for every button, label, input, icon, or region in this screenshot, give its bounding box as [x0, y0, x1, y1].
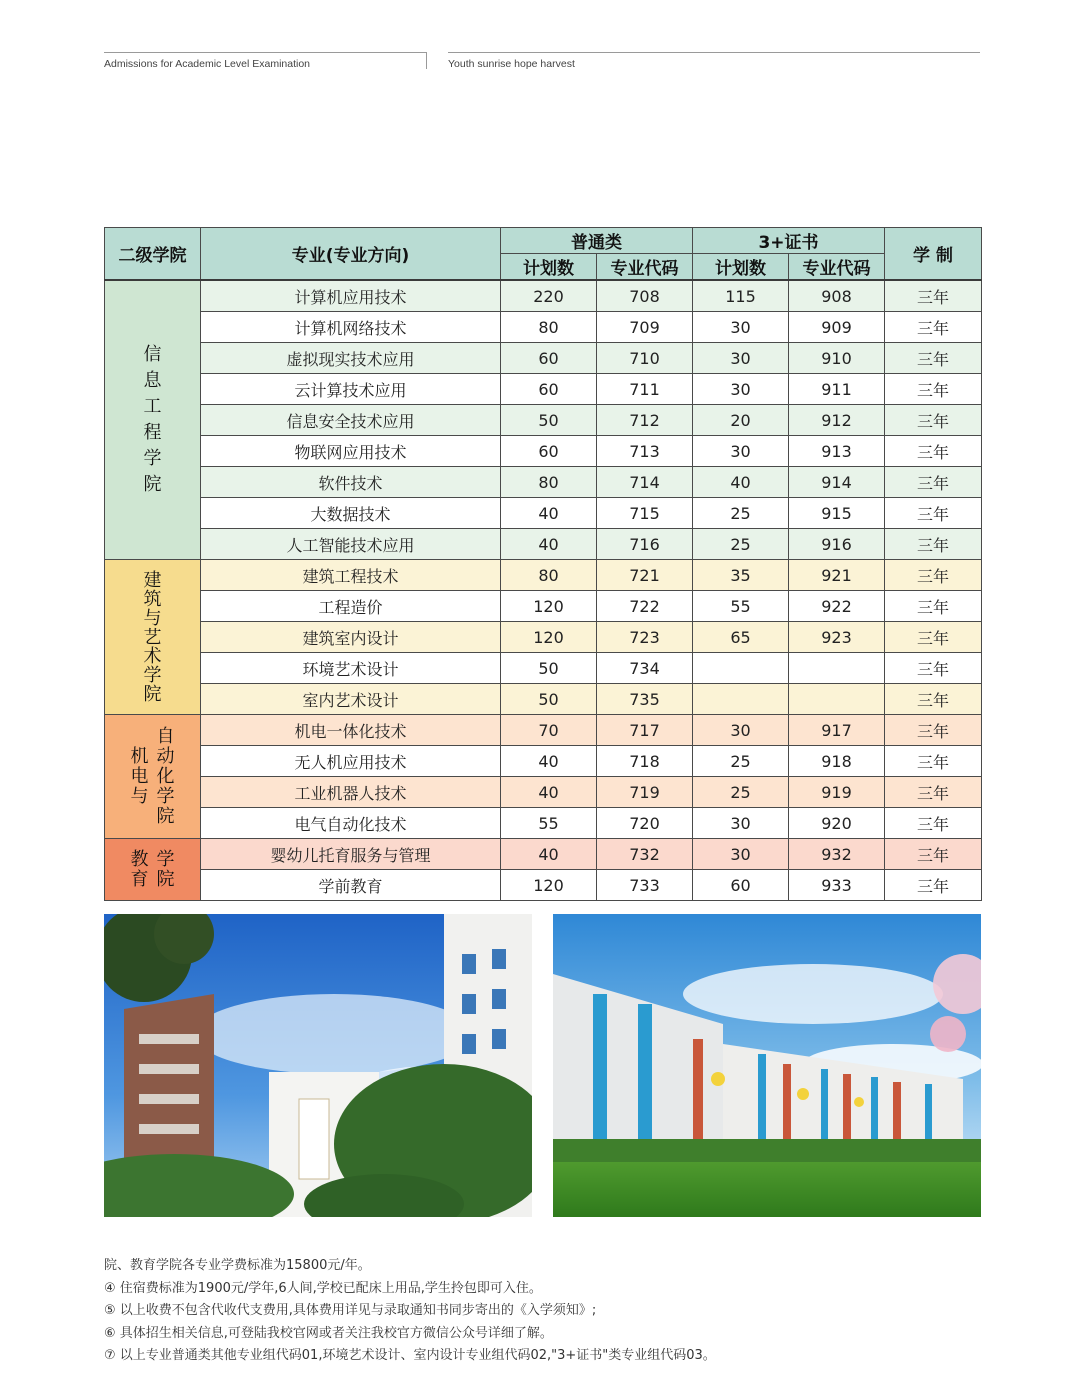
- regular-plan-cell: 80: [501, 560, 597, 591]
- campus-photo-lawn: [553, 914, 981, 1217]
- college-name: [105, 571, 200, 704]
- header-regular-plan: 计划数: [501, 254, 597, 281]
- regular-plan-cell: 55: [501, 808, 597, 839]
- regular-code-cell: 712: [597, 405, 693, 436]
- cert-code-cell: 913: [789, 436, 885, 467]
- major-cell: 信息安全技术应用: [201, 405, 501, 436]
- college-name-char: 动: [156, 745, 175, 767]
- table-row: [105, 777, 982, 808]
- regular-plan-cell: 220: [501, 280, 597, 312]
- regular-code-cell: 717: [597, 715, 693, 746]
- cert-code-cell: 910: [789, 343, 885, 374]
- duration-cell: 三年: [885, 870, 982, 901]
- college-name-char: 自: [156, 725, 175, 747]
- cert-code-cell: 920: [789, 808, 885, 839]
- cert-plan-cell: 25: [693, 777, 789, 808]
- regular-plan-cell: 80: [501, 312, 597, 343]
- header-cert-plan: 计划数: [693, 254, 789, 281]
- header-regular-code: 专业代码: [597, 254, 693, 281]
- campus-photo-building-graphic: [104, 914, 532, 1217]
- cert-code-cell: 915: [789, 498, 885, 529]
- regular-code-cell: 715: [597, 498, 693, 529]
- college-name-char: 学: [143, 448, 162, 469]
- regular-code-cell: 716: [597, 529, 693, 560]
- college-name-char: 学: [156, 785, 175, 807]
- duration-cell: 三年: [885, 343, 982, 374]
- major-cell: 电气自动化技术: [201, 808, 501, 839]
- college-name-char: 艺: [143, 626, 162, 648]
- regular-code-cell: 719: [597, 777, 693, 808]
- table-row: [105, 715, 982, 746]
- cert-code-cell: 923: [789, 622, 885, 653]
- college-name-char: 建: [143, 569, 162, 591]
- table-row: [105, 343, 982, 374]
- regular-plan-cell: 60: [501, 343, 597, 374]
- table-row: [105, 839, 982, 870]
- cert-plan-cell: 40: [693, 467, 789, 498]
- college-name-char: 息: [143, 370, 162, 391]
- college-name-column: [131, 850, 149, 890]
- college-name-char: 工: [143, 396, 162, 417]
- cert-plan-cell: 30: [693, 808, 789, 839]
- cert-code-cell: 919: [789, 777, 885, 808]
- table-row: [105, 808, 982, 839]
- table-row: [105, 436, 982, 467]
- cert-plan-cell: 25: [693, 746, 789, 777]
- regular-code-cell: 714: [597, 467, 693, 498]
- college-name-char: 信: [143, 344, 162, 365]
- major-cell: 大数据技术: [201, 498, 501, 529]
- table-row: [105, 498, 982, 529]
- cert-plan-cell: 30: [693, 374, 789, 405]
- duration-cell: 三年: [885, 808, 982, 839]
- header-college: 二级学院: [105, 228, 201, 281]
- cert-plan-cell: 30: [693, 839, 789, 870]
- major-cell: 云计算技术应用: [201, 374, 501, 405]
- college-name: [105, 342, 200, 498]
- regular-code-cell: 711: [597, 374, 693, 405]
- cert-plan-cell: 30: [693, 343, 789, 374]
- college-name-char: 化: [156, 765, 175, 787]
- major-cell: 工程造价: [201, 591, 501, 622]
- table-row: [105, 560, 982, 591]
- table-row: [105, 312, 982, 343]
- cert-plan-cell: 25: [693, 498, 789, 529]
- header-left-caption: Admissions for Academic Level Examination: [104, 52, 427, 69]
- regular-plan-cell: 80: [501, 467, 597, 498]
- cert-code-cell: 908: [789, 280, 885, 312]
- header-right-caption: Youth sunrise hope harvest: [448, 52, 980, 69]
- regular-code-cell: 735: [597, 684, 693, 715]
- table-row: [105, 653, 982, 684]
- table-row: [105, 467, 982, 498]
- college-name-char: 机: [130, 745, 149, 767]
- major-cell: 室内艺术设计: [201, 684, 501, 715]
- regular-plan-cell: 120: [501, 870, 597, 901]
- college-cell: [105, 839, 201, 901]
- note-line: ④ 住宿费标准为1900元/学年,6人间,学校已配床上用品,学生拎包即可入住。: [104, 1280, 542, 1296]
- major-cell: 环境艺术设计: [201, 653, 501, 684]
- college-name-char: 院: [156, 868, 175, 890]
- college-name-char: 院: [143, 683, 162, 705]
- regular-plan-cell: 50: [501, 653, 597, 684]
- cert-code-cell: 914: [789, 467, 885, 498]
- header-duration: 学 制: [885, 228, 982, 281]
- duration-cell: 三年: [885, 591, 982, 622]
- college-name-char: 与: [130, 785, 149, 807]
- header-cert: 3+证书: [693, 228, 885, 254]
- college-name-column: [157, 727, 175, 827]
- major-cell: 机电一体化技术: [201, 715, 501, 746]
- duration-cell: 三年: [885, 839, 982, 870]
- college-cell: [105, 280, 201, 560]
- regular-code-cell: 733: [597, 870, 693, 901]
- cert-plan-cell: 30: [693, 715, 789, 746]
- regular-code-cell: 734: [597, 653, 693, 684]
- college-name-char: 学: [143, 664, 162, 686]
- college-name-char: 育: [130, 868, 149, 890]
- college-name-char: 筑: [143, 588, 162, 610]
- regular-plan-cell: 40: [501, 529, 597, 560]
- major-cell: 物联网应用技术: [201, 436, 501, 467]
- duration-cell: 三年: [885, 777, 982, 808]
- duration-cell: 三年: [885, 467, 982, 498]
- campus-photo-building: [104, 914, 532, 1217]
- cert-plan-cell: [693, 684, 789, 715]
- duration-cell: 三年: [885, 684, 982, 715]
- note-line: ⑦ 以上专业普通类其他专业组代码01,环境艺术设计、室内设计专业组代码02,"3+证书"类专业组代码03。: [104, 1348, 716, 1363]
- cert-plan-cell: 115: [693, 280, 789, 312]
- duration-cell: 三年: [885, 653, 982, 684]
- college-name-char: 术: [143, 645, 162, 667]
- cert-code-cell: [789, 684, 885, 715]
- major-cell: 人工智能技术应用: [201, 529, 501, 560]
- admissions-table: [104, 227, 982, 901]
- regular-code-cell: 732: [597, 839, 693, 870]
- cert-plan-cell: 35: [693, 560, 789, 591]
- cert-plan-cell: 25: [693, 529, 789, 560]
- regular-code-cell: 713: [597, 436, 693, 467]
- note-line: 院、教育学院各专业学费标准为15800元/年。: [104, 1258, 371, 1273]
- cert-code-cell: [789, 653, 885, 684]
- table-row: [105, 870, 982, 901]
- college-name-column: [131, 747, 149, 807]
- note-line: ⑤ 以上收费不包含代收代支费用,具体费用详见与录取通知书同步寄出的《入学须知》;: [104, 1303, 597, 1318]
- duration-cell: 三年: [885, 280, 982, 312]
- major-cell: 建筑室内设计: [201, 622, 501, 653]
- duration-cell: 三年: [885, 746, 982, 777]
- college-name-char: 学: [156, 848, 175, 870]
- cert-plan-cell: [693, 653, 789, 684]
- major-cell: 工业机器人技术: [201, 777, 501, 808]
- table-row: [105, 374, 982, 405]
- regular-plan-cell: 40: [501, 839, 597, 870]
- duration-cell: 三年: [885, 405, 982, 436]
- college-name-column: [157, 850, 175, 890]
- cert-code-cell: 918: [789, 746, 885, 777]
- college-cell: [105, 560, 201, 715]
- regular-plan-cell: 50: [501, 405, 597, 436]
- major-cell: 计算机应用技术: [201, 280, 501, 312]
- regular-code-cell: 723: [597, 622, 693, 653]
- regular-plan-cell: 60: [501, 436, 597, 467]
- cert-code-cell: 909: [789, 312, 885, 343]
- header-cert-code: 专业代码: [789, 254, 885, 281]
- regular-plan-cell: 120: [501, 591, 597, 622]
- table-row: [105, 746, 982, 777]
- regular-plan-cell: 40: [501, 498, 597, 529]
- table-row: [105, 529, 982, 560]
- regular-plan-cell: 70: [501, 715, 597, 746]
- note-line: ⑥ 具体招生相关信息,可登陆我校官网或者关注我校官方微信公众号详细了解。: [104, 1325, 553, 1341]
- duration-cell: 三年: [885, 312, 982, 343]
- cert-plan-cell: 60: [693, 870, 789, 901]
- duration-cell: 三年: [885, 529, 982, 560]
- cert-plan-cell: 65: [693, 622, 789, 653]
- duration-cell: 三年: [885, 560, 982, 591]
- cert-plan-cell: 55: [693, 591, 789, 622]
- major-cell: 学前教育: [201, 870, 501, 901]
- table-row: [105, 405, 982, 436]
- major-cell: 计算机网络技术: [201, 312, 501, 343]
- campus-photo-lawn-graphic: [553, 914, 981, 1217]
- header-major: 专业(专业方向): [201, 228, 501, 281]
- regular-plan-cell: 120: [501, 622, 597, 653]
- regular-plan-cell: 40: [501, 746, 597, 777]
- major-cell: 虚拟现实技术应用: [201, 343, 501, 374]
- regular-code-cell: 708: [597, 280, 693, 312]
- regular-code-cell: 721: [597, 560, 693, 591]
- regular-plan-cell: 40: [501, 777, 597, 808]
- regular-code-cell: 710: [597, 343, 693, 374]
- cert-code-cell: 933: [789, 870, 885, 901]
- college-name: [105, 727, 200, 827]
- college-name-char: 院: [156, 805, 175, 827]
- college-name-char: 与: [143, 607, 162, 629]
- cert-code-cell: 912: [789, 405, 885, 436]
- cert-code-cell: 932: [789, 839, 885, 870]
- table-row: [105, 622, 982, 653]
- cert-code-cell: 922: [789, 591, 885, 622]
- major-cell: 无人机应用技术: [201, 746, 501, 777]
- table-row: [105, 280, 982, 312]
- duration-cell: 三年: [885, 436, 982, 467]
- notes: [104, 1257, 1004, 1370]
- cert-code-cell: 921: [789, 560, 885, 591]
- regular-code-cell: 709: [597, 312, 693, 343]
- duration-cell: 三年: [885, 715, 982, 746]
- major-cell: 软件技术: [201, 467, 501, 498]
- regular-code-cell: 720: [597, 808, 693, 839]
- duration-cell: 三年: [885, 498, 982, 529]
- cert-code-cell: 916: [789, 529, 885, 560]
- duration-cell: 三年: [885, 622, 982, 653]
- duration-cell: 三年: [885, 374, 982, 405]
- regular-code-cell: 718: [597, 746, 693, 777]
- college-name-char: 电: [130, 765, 149, 787]
- college-name-char: 院: [143, 474, 162, 495]
- cert-code-cell: 911: [789, 374, 885, 405]
- college-cell: [105, 715, 201, 839]
- college-name: [105, 850, 200, 890]
- regular-plan-cell: 60: [501, 374, 597, 405]
- table-row: [105, 684, 982, 715]
- college-name-char: 教: [130, 848, 149, 870]
- cert-code-cell: 917: [789, 715, 885, 746]
- major-cell: 婴幼儿托育服务与管理: [201, 839, 501, 870]
- cert-plan-cell: 30: [693, 312, 789, 343]
- header-regular: 普通类: [501, 228, 693, 254]
- regular-plan-cell: 50: [501, 684, 597, 715]
- cert-plan-cell: 30: [693, 436, 789, 467]
- college-name-char: 程: [143, 422, 162, 443]
- cert-plan-cell: 20: [693, 405, 789, 436]
- regular-code-cell: 722: [597, 591, 693, 622]
- major-cell: 建筑工程技术: [201, 560, 501, 591]
- table-row: [105, 591, 982, 622]
